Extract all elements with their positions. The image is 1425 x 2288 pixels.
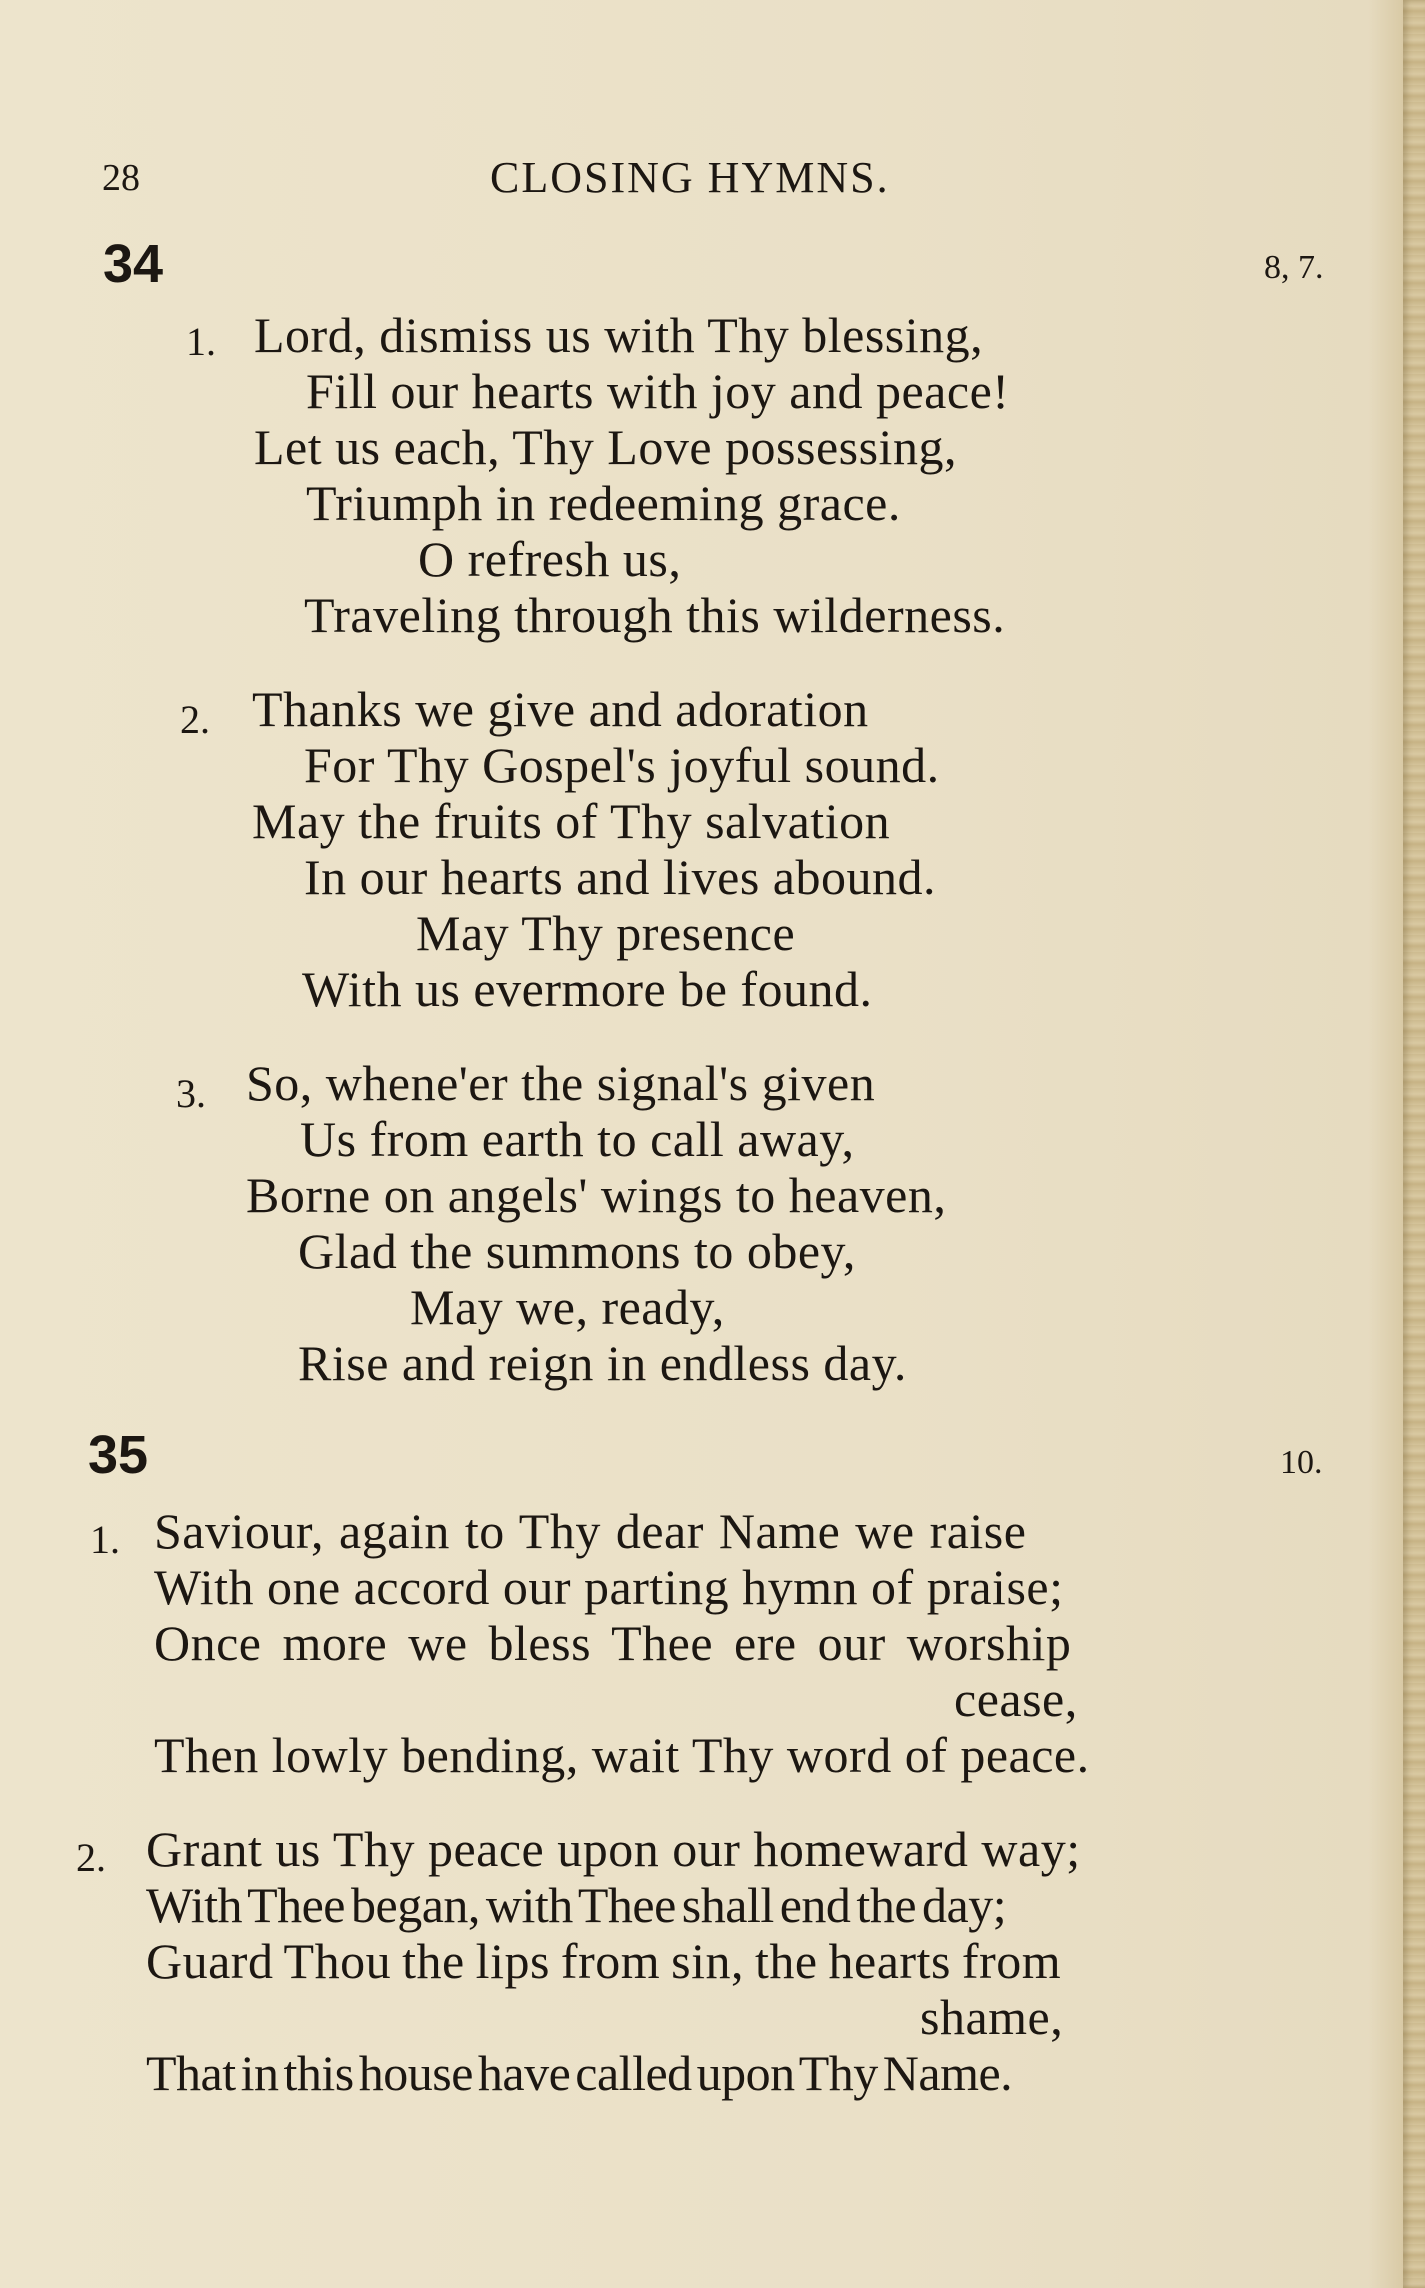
verse-number: 2. [180, 697, 210, 742]
hymn-line: Us from earth to call away, [300, 1111, 855, 1167]
hymn-line: Fill our hearts with joy and peace! [306, 363, 1010, 419]
verse-number: 3. [176, 1071, 206, 1116]
hymn-line: For Thy Gospel's joyful sound. [304, 737, 940, 793]
hymn-line: May the fruits of Thy salvation [252, 793, 891, 849]
hymn-line: Once more we bless Thee ere our worship [154, 1615, 1072, 1671]
hymn-line: That in this house have called upon Thy Name. [146, 2045, 1013, 2101]
hymn-line: In our hearts and lives abound. [304, 849, 937, 905]
page-number: 28 [102, 157, 140, 199]
hymn-line: O refresh us, [418, 531, 682, 587]
hymn-line: Rise and reign in endless day. [298, 1335, 907, 1391]
hymn-line: Lord, dismiss us with Thy blessing, [254, 307, 984, 363]
hymn-line: shame, [920, 1989, 1064, 2045]
hymn-line: Glad the summons to obey, [298, 1223, 856, 1279]
hymn-line: Borne on angels' wings to heaven, [246, 1167, 947, 1223]
hymn-number: 34 [103, 234, 164, 294]
hymn-line: So, whene'er the signal's given [246, 1055, 876, 1111]
hymn-line: Then lowly bending, wait Thy word of peace. [154, 1727, 1090, 1783]
hymn-meter: 10. [1280, 1444, 1323, 1481]
page-edge [1403, 0, 1425, 2288]
page-title: CLOSING HYMNS. [490, 153, 890, 202]
hymn-line: With one accord our parting hymn of praise; [154, 1559, 1064, 1615]
hymn-line: Grant us Thy peace upon our homeward way; [146, 1821, 1081, 1877]
hymn-line: With Thee began, with Thee shall end the day; [146, 1877, 1007, 1933]
hymn-line: Triumph in redeeming grace. [306, 475, 901, 531]
hymn-line: cease, [954, 1671, 1078, 1727]
hymn-line: Thanks we give and adoration [252, 681, 869, 737]
verse-number: 1. [186, 319, 216, 364]
hymn-line: Let us each, Thy Love possessing, [254, 419, 957, 475]
hymn-line: Traveling through this wilderness. [304, 587, 1006, 643]
hymn-line: Saviour, again to Thy dear Name we raise [154, 1503, 1027, 1559]
hymn-line: May Thy presence [416, 905, 796, 961]
hymn-line: Guard Thou the lips from sin, the hearts from [146, 1933, 1062, 1989]
hymn-line: With us evermore be found. [302, 961, 873, 1017]
verse-number: 2. [76, 1835, 106, 1880]
hymn-line: May we, ready, [410, 1279, 725, 1335]
verse-number: 1. [90, 1517, 120, 1562]
hymn-meter: 8, 7. [1264, 249, 1324, 286]
hymn-number: 35 [88, 1425, 149, 1485]
